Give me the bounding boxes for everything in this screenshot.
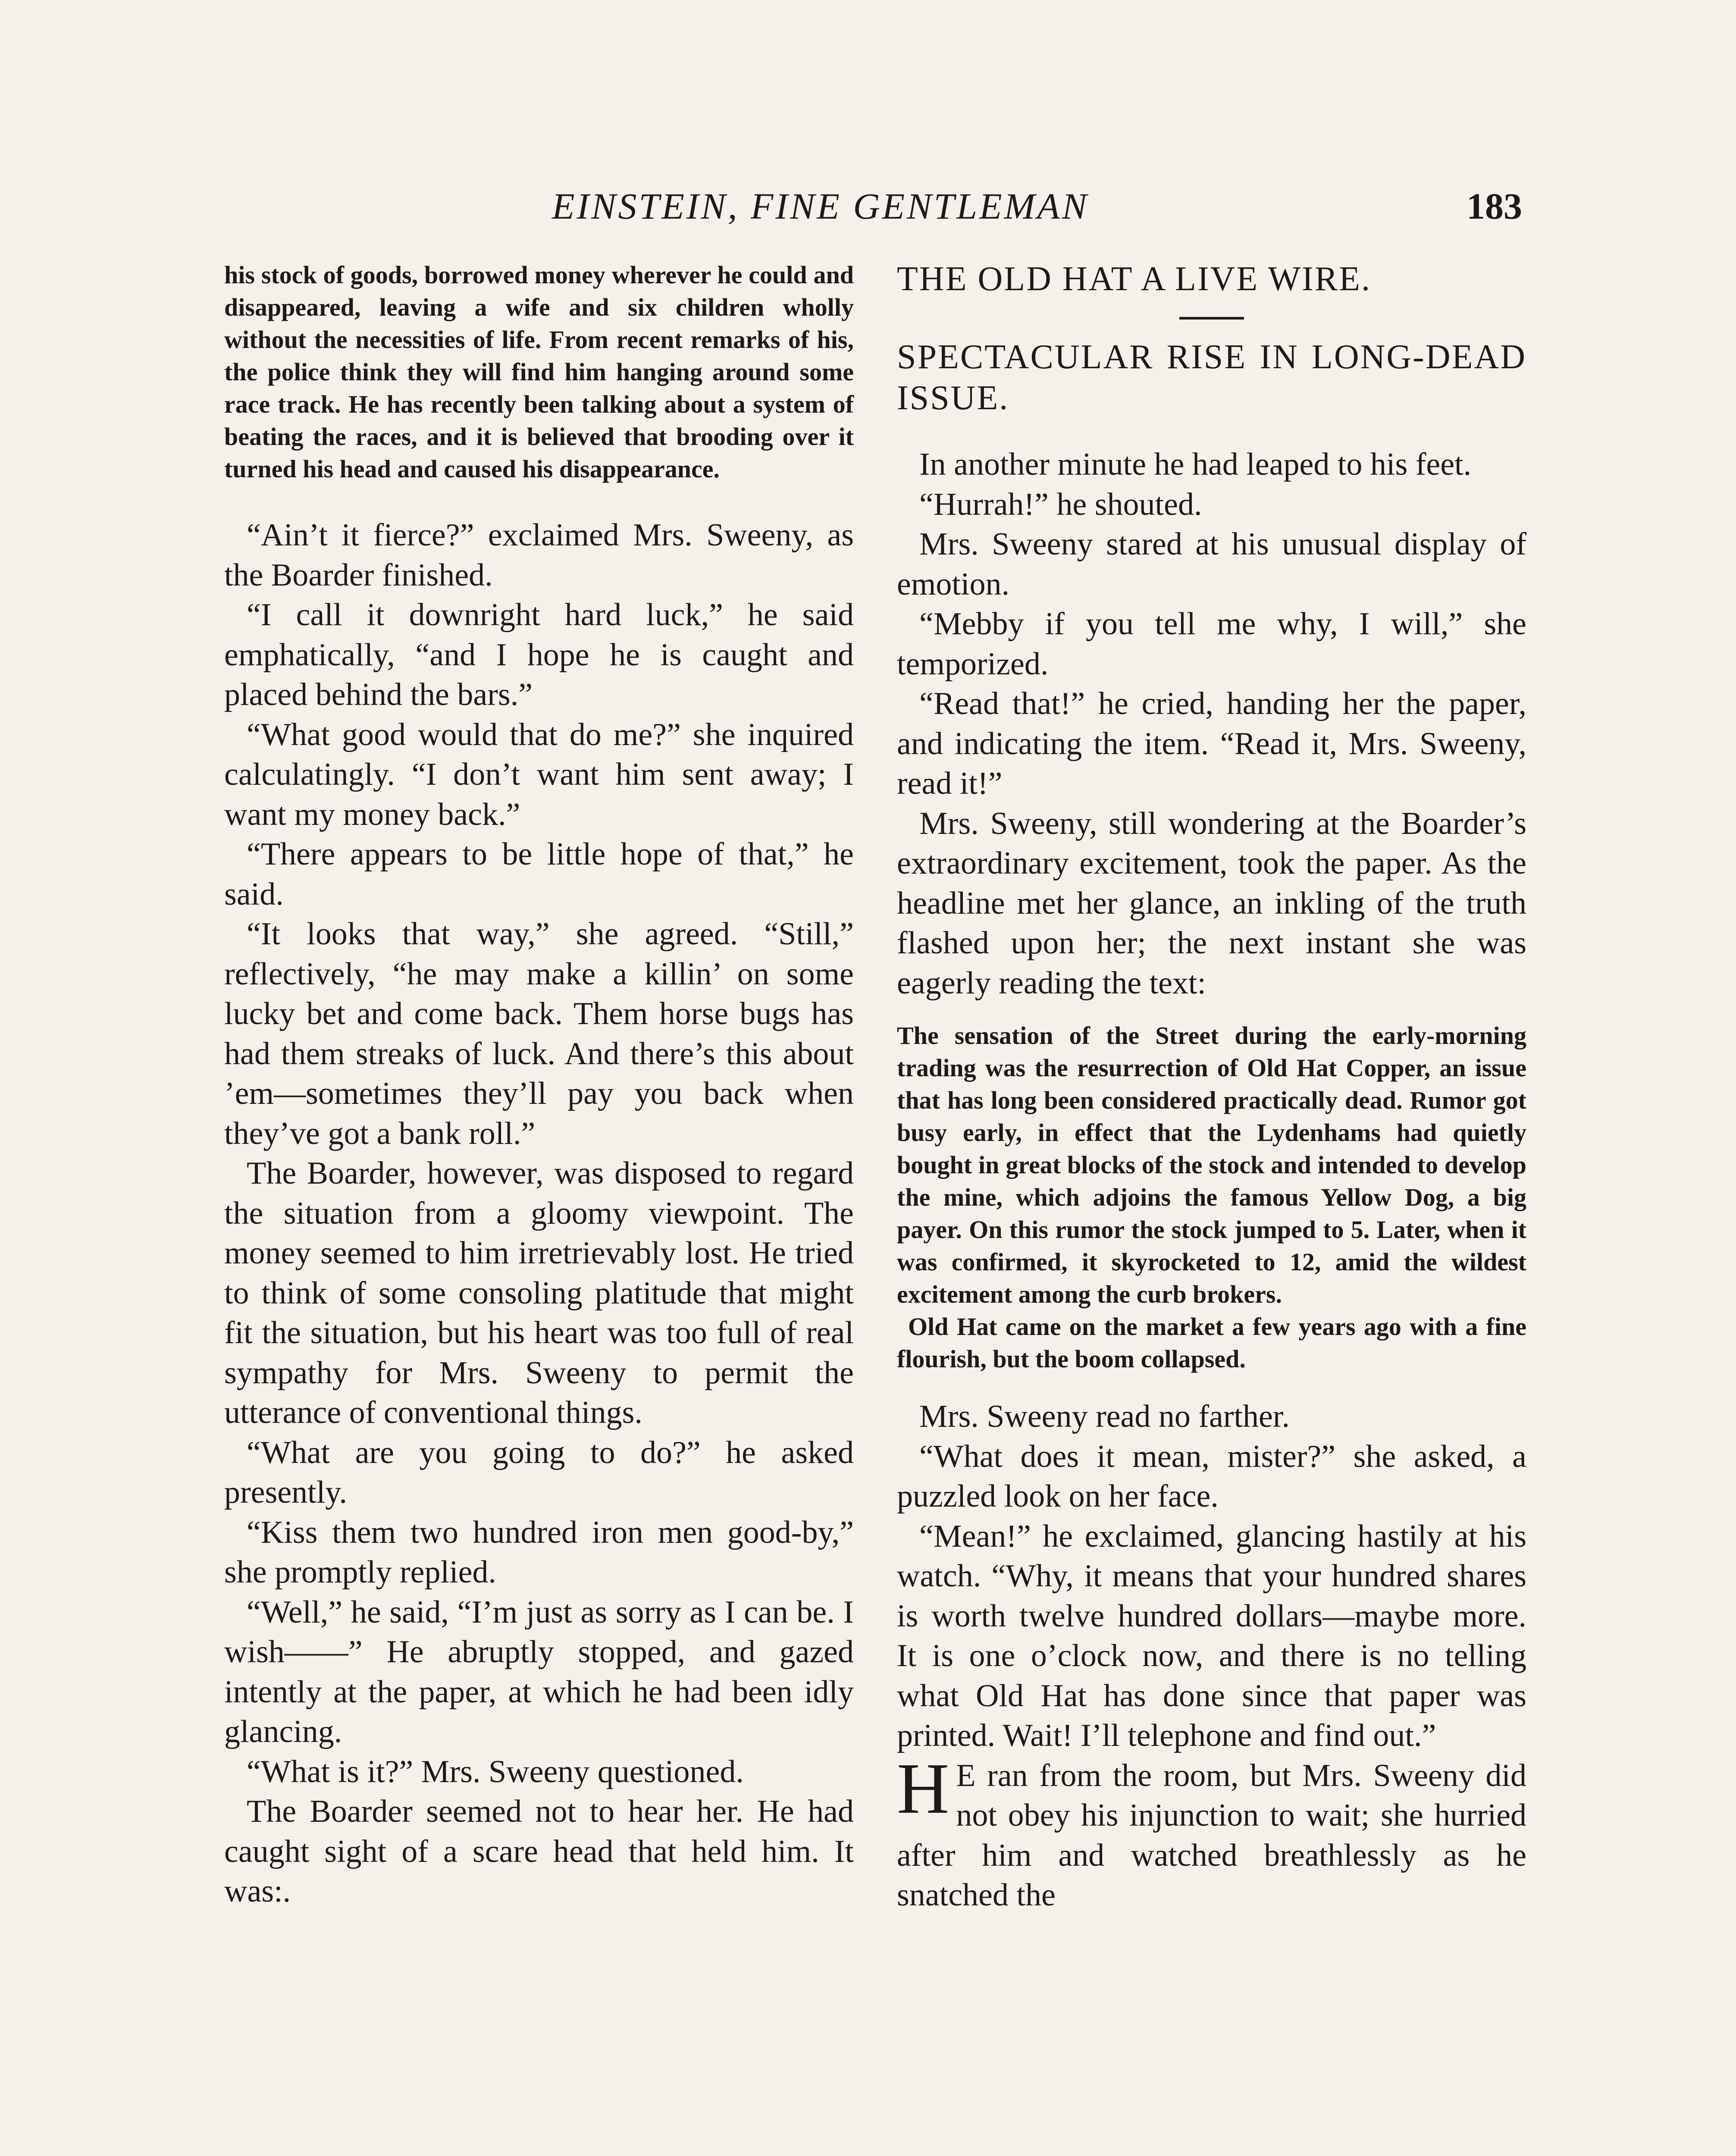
body-paragraph: Mrs. Sweeny, still wondering at the Boarder’s extraordinary excitement, took the paper. As the headline met her glance, an inkling of the truth flashed upon her; the next instant she was eagerly reading the text: (897, 805, 1526, 1001)
newspaper-clipping-continued (224, 259, 854, 485)
body-paragraph: “Read that!” he cried, handing her the paper, and indicating the item. “Read it, Mrs. Sweeny, read it!” (897, 686, 1526, 801)
headline-rule (1179, 317, 1244, 320)
body-paragraph: “I call it downright hard luck,” he said emphatically, “and I hope he is caught and placed behind the bars.” (224, 597, 854, 712)
drop-cap-paragraph-text: E ran from the room, but Mrs. Sweeny did not obey his injunction to wait; she hurried after him and watched breathlessly as he snatched the (897, 1758, 1526, 1913)
clipping-paragraph: his stock of goods, borrowed money wherever he could and disappeared, leaving a wife and six children wholly without the necessities of life. From recent remarks of his, the police think they will find him hanging around some race track. He has recently been talking about a system of beating the races, and it is believed that brooding over it turned his head and caused his disappearance. (224, 261, 854, 483)
body-paragraph: Mrs. Sweeny stared at his unusual display of emotion. (897, 526, 1526, 602)
headline-primary: THE OLD HAT A LIVE WIRE. (897, 260, 1372, 298)
body-paragraph: “Well,” he said, “I’m just as sorry as I can be. I wish——” He abruptly stopped, and gazed intently at the paper, at which he had been idly glancing. (224, 1594, 854, 1749)
right-column (897, 259, 1526, 1915)
body-paragraph: The Boarder seemed not to hear her. He had caught sight of a scare head that held him. It was:. (224, 1794, 854, 1909)
body-paragraph: “What does it mean, mister?” she asked, a puzzled look on her face. (897, 1438, 1526, 1514)
body-paragraph: “What is it?” Mrs. Sweeny questioned. (247, 1754, 744, 1789)
running-head: EINSTEIN, FINE GENTLEMAN (552, 185, 1089, 227)
page-number: 183 (1467, 185, 1522, 227)
body-paragraph: Mrs. Sweeny read no farther. (919, 1399, 1290, 1434)
body-paragraph: “Kiss them two hundred iron men good-by,” she promptly replied. (224, 1514, 854, 1590)
body-paragraph: “Mean!” he exclaimed, glancing hastily at his watch. “Why, it means that your hundred shares is worth twelve hundred dollars—maybe more. It is one o’clock now, and there is no telling what Old Hat has done since that paper was printed. Wait! I’ll telephone and find out.” (897, 1518, 1526, 1753)
body-paragraph: “It looks that way,” she agreed. “Still,” reflectively, “he may make a killin’ on some lucky bet and come back. Them horse bugs has had them streaks of luck. And there’s this about ’em—sometimes they’ll pay you back when they’ve got a bank roll.” (224, 916, 854, 1151)
body-paragraph: The Boarder, however, was disposed to regard the situation from a gloomy viewpoint. The money seemed to him irretrievably lost. He tried to think of some consoling platitude that might fit the situation, but his heart was too full of real sympathy for Mrs. Sweeny to permit the utterance of conventional things. (224, 1156, 854, 1430)
body-paragraph: “There appears to be little hope of that,” he said. (224, 837, 854, 912)
body-paragraph: “Ain’t it fierce?” exclaimed Mrs. Sweeny, as the Boarder finished. (224, 517, 854, 593)
headline-secondary: SPECTACULAR RISE IN LONG-DEAD ISSUE. (897, 338, 1526, 417)
body-paragraph: In another minute he had leaped to his feet. (919, 447, 1472, 482)
clipping-paragraph: Old Hat came on the market a few years ago with a fine flourish, but the boom collapsed. (897, 1313, 1526, 1373)
newspaper-clipping (897, 1019, 1526, 1375)
body-paragraph: “Mebby if you tell me why, I will,” she temporized. (897, 606, 1526, 682)
drop-cap: H (897, 1748, 949, 1829)
body-paragraph: “What good would that do me?” she inquired calculatingly. “I don’t want him sent away; I want my money back.” (224, 717, 854, 832)
page-header (216, 185, 1522, 241)
drop-cap-paragraph (897, 1748, 1526, 1915)
left-column (224, 259, 854, 1912)
body-paragraph: “What are you going to do?” he asked presently. (224, 1435, 854, 1510)
clipping-paragraph: The sensation of the Street during the early-morning trading was the resurrection of Old Hat Copper, an issue that has long been considered practically dead. Rumor got busy early, in effect that the Lydenhams had quietly bought in great blocks of the stock and intended to develop the mine, which adjoins the famous Yellow Dog, a big payer. On this rumor the stock jumped to 5. Later, when it was confirmed, it skyrocketed to 12, amid the wildest excitement among the curb brokers. (897, 1022, 1526, 1308)
body-paragraph: “Hurrah!” he shouted. (919, 486, 1202, 522)
